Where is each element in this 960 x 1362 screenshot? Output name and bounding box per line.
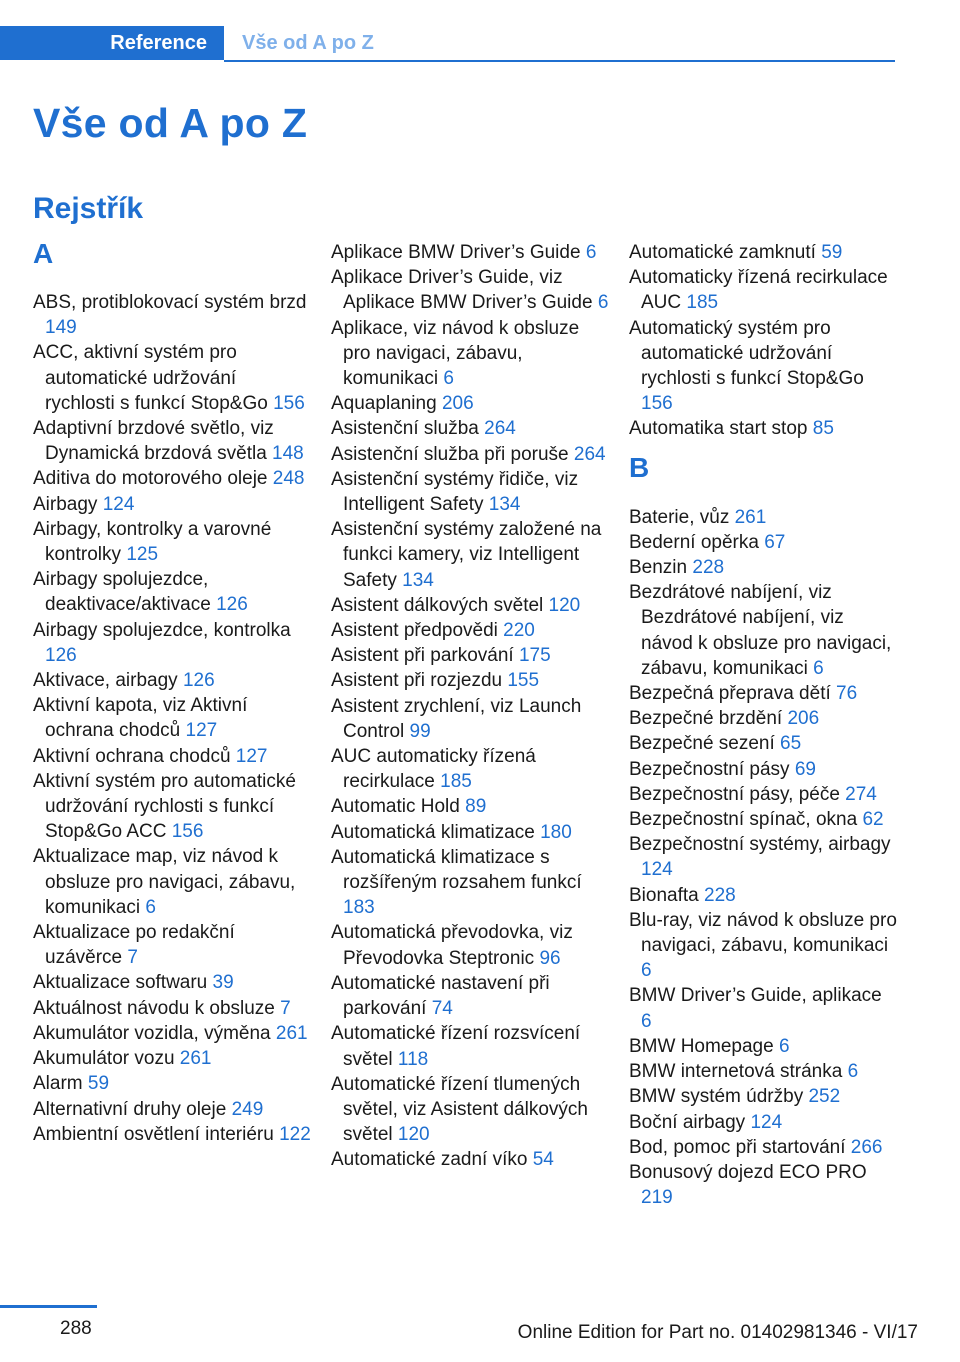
footer-rule	[0, 1305, 97, 1308]
page-link[interactable]: 6	[597, 292, 609, 314]
page-link[interactable]: 6	[585, 242, 597, 263]
page-link[interactable]: 126	[216, 594, 248, 616]
entry-term: Asistenční systémy řidiče, viz Intelligent Safety	[331, 468, 579, 516]
entry-term: Bonusový dojezd ECO PRO	[629, 1161, 867, 1183]
entry-term: Blu-ray, viz návod k obsluze pro navigaci, zábavu, komunikaci	[629, 909, 897, 957]
entry-term: BMW Driver’s Guide, aplikace	[629, 985, 882, 1007]
page-link[interactable]: 127	[185, 720, 218, 742]
entry-term: Aktualizace map, viz návod k obsluze pro navigaci, zábavu, komunikaci	[33, 846, 296, 918]
entry-term: Benzin	[629, 557, 693, 579]
entry-term: Automatické zadní víko	[331, 1149, 533, 1171]
index-entry	[33, 1097, 311, 1122]
index-entry	[33, 466, 311, 491]
page-link[interactable]: 156	[171, 821, 204, 843]
entry-term: ACC, aktivní systém pro automatické udržování rychlosti s funkcí Stop&Go	[33, 342, 274, 414]
page-link[interactable]: 264	[484, 418, 516, 440]
entry-term: Bezpečnostní pásy, péče	[629, 783, 846, 805]
index-entry	[629, 580, 897, 681]
entry-term: Asistent při parkování	[331, 645, 519, 667]
index-entry	[33, 290, 311, 340]
index-entry	[629, 1110, 897, 1135]
index-entry	[629, 782, 897, 807]
page-link[interactable]: 185	[440, 771, 472, 793]
index-entry	[33, 340, 311, 416]
entry-term: Bezpečnostní spínač, okna	[629, 809, 863, 831]
entry-term: AUC automaticky řízená recirkulace	[331, 746, 536, 793]
entry-term: Automatické řízení rozsvícení světel	[331, 1023, 581, 1070]
page-link[interactable]: 6	[847, 1061, 859, 1083]
index-entry	[331, 416, 609, 441]
entry-term: Aplikace BMW Driver’s Guide	[331, 242, 586, 263]
index-entry	[629, 706, 897, 731]
page-link[interactable]: 124	[750, 1111, 783, 1133]
index-entry	[33, 668, 311, 693]
entry-term: Automatické nastavení při parkování	[331, 972, 550, 1020]
page-link[interactable]: 124	[102, 493, 135, 515]
page-link[interactable]: 126	[45, 644, 77, 666]
index-entry	[629, 883, 897, 908]
entry-term: Alternativní druhy oleje	[33, 1098, 232, 1120]
index-entry	[629, 1084, 897, 1109]
entry-term: BMW internetová stránka	[629, 1061, 848, 1083]
page-link[interactable]: 6	[778, 1035, 790, 1057]
index-entry	[331, 1021, 609, 1071]
entry-term: Aktivní kapota, viz Aktivní ochrana chodců	[33, 695, 248, 742]
entry-term: Aditiva do motorového oleje	[33, 468, 273, 490]
entry-term: Asistenční systémy založené na funkci kamery, viz Intelligent Safety	[331, 519, 602, 591]
entry-term: Automatika start stop	[629, 418, 813, 440]
page-link[interactable]: 261	[179, 1048, 212, 1070]
index-entry	[331, 1072, 609, 1148]
page-link[interactable]: 134	[488, 494, 521, 516]
page-link[interactable]: 6	[145, 896, 156, 918]
page-link[interactable]: 62	[862, 809, 884, 831]
page-link[interactable]: 124	[641, 859, 673, 881]
index-entry	[33, 970, 311, 995]
entry-term: Akumulátor vozu	[33, 1048, 180, 1070]
page-header	[0, 26, 895, 62]
tab-section[interactable]: Vše od A po Z	[242, 32, 374, 54]
page-link[interactable]: 54	[532, 1149, 554, 1171]
index-entry	[331, 971, 609, 1021]
index-column-3	[629, 240, 897, 1210]
entry-term: Airbagy, kontrolky a varovné kontrolky	[33, 518, 272, 566]
page-link[interactable]: 120	[548, 594, 581, 616]
index-entry	[629, 983, 897, 1033]
page-number: 288	[60, 1318, 92, 1339]
header-rule	[224, 60, 895, 62]
entry-term: Boční airbagy	[629, 1111, 751, 1133]
entry-term: Automatická klimatizace	[331, 821, 541, 843]
index-entry	[33, 416, 311, 466]
page-link[interactable]: 122	[279, 1123, 311, 1145]
page-link[interactable]: 220	[503, 620, 535, 642]
entry-term: Asistent dálkových světel	[331, 594, 549, 616]
entry-term: Aktivace, airbagy	[33, 670, 183, 692]
page-link[interactable]: 248	[272, 468, 305, 490]
index-entry	[331, 668, 609, 693]
index-entry	[331, 744, 609, 794]
index-entry	[33, 769, 311, 845]
page-link[interactable]: 261	[275, 1022, 308, 1044]
index-entry	[33, 1021, 311, 1046]
entry-term: Bezpečnostní pásy	[629, 758, 795, 780]
page-link[interactable]: 134	[402, 569, 434, 591]
index-entry	[33, 744, 311, 769]
entry-term: Aquaplaning	[331, 393, 442, 415]
page-link[interactable]: 261	[734, 506, 767, 528]
page-link[interactable]: 89	[465, 796, 487, 818]
entry-term: Baterie, vůz	[629, 506, 735, 528]
index-entry	[629, 681, 897, 706]
index-entry	[331, 920, 609, 970]
index-entry	[629, 1160, 897, 1210]
index-entry	[331, 467, 609, 517]
index-entry	[331, 442, 609, 467]
page-link[interactable]: 126	[182, 670, 215, 692]
page-link[interactable]: 175	[518, 645, 551, 667]
tab-reference[interactable]: Reference	[0, 26, 224, 60]
page-link[interactable]: 120	[397, 1124, 430, 1146]
index-entry	[331, 265, 609, 315]
index-entry	[33, 567, 311, 617]
entry-term: Automaticky řízená recirkulace AUC	[629, 267, 888, 314]
index-entry	[629, 807, 897, 832]
index-entry	[331, 316, 609, 392]
entry-term: Airbagy spolujezdce, kontrolka	[33, 619, 291, 641]
entry-term: Asistenční služba	[331, 418, 485, 440]
page-link[interactable]: 6	[813, 657, 824, 679]
page-link[interactable]: 7	[127, 947, 138, 969]
entry-term: Airbagy spolujezdce, deaktivace/aktivace	[33, 569, 217, 616]
page-link[interactable]: 96	[539, 947, 561, 969]
page-link[interactable]: 99	[409, 720, 431, 742]
index-entry	[33, 492, 311, 517]
entry-term: Akumulátor vozidla, výměna	[33, 1022, 276, 1044]
entry-term: Automatické zamknutí	[629, 242, 822, 263]
page-link[interactable]: 6	[641, 1010, 652, 1032]
entry-term: Bezpečné brzdění	[629, 708, 788, 730]
index-entry	[33, 517, 311, 567]
entry-term: Asistent při rozjezdu	[331, 670, 508, 692]
index-entry	[629, 1034, 897, 1059]
page-link[interactable]: 65	[780, 733, 802, 755]
entry-term: Automatická klimatizace s rozšířeným rozsahem funkcí	[331, 846, 582, 894]
page-link[interactable]: 228	[692, 557, 725, 579]
entry-term: Alarm	[33, 1073, 88, 1095]
index-entry	[629, 757, 897, 782]
page-link[interactable]: 69	[794, 758, 816, 780]
index-entry	[629, 1059, 897, 1084]
entry-term: Bezpečné sezení	[629, 733, 781, 755]
entry-term: ABS, protiblokovací systém brzd	[33, 292, 307, 313]
page-link[interactable]: 264	[573, 443, 606, 465]
entry-term: BMW systém údržby	[629, 1086, 809, 1108]
edition-note: Online Edition for Part no. 01402981346 - VI/17	[517, 1322, 918, 1343]
entry-term: Automatické řízení tlumených světel, viz Asistent dálkových světel	[331, 1073, 588, 1146]
index-column-2	[331, 240, 609, 1173]
page-link[interactable]: 7	[280, 997, 291, 1019]
index-entry	[629, 555, 897, 580]
index-entry	[331, 517, 609, 593]
index-entry	[331, 845, 609, 921]
index-entry	[331, 794, 609, 819]
index-entry	[33, 693, 311, 743]
page-link[interactable]: 74	[431, 998, 453, 1020]
entry-term: Aktualizace softwaru	[33, 972, 213, 994]
page-link[interactable]: 149	[45, 317, 77, 339]
index-entry	[629, 265, 897, 315]
page-link[interactable]: 206	[787, 708, 820, 730]
entry-term: Aplikace Driver’s Guide, viz Aplikace BMW Driver’s Guide	[331, 267, 598, 314]
entry-term: Aktualizace po redakční uzávěrce	[33, 922, 235, 969]
entry-term: Asistent zrychlení, viz Launch Control	[331, 695, 582, 742]
index-entry	[33, 1122, 311, 1147]
page-title: Vše od A po Z	[33, 100, 308, 146]
entry-term: Asistent předpovědi	[331, 620, 504, 642]
page-link[interactable]: 85	[812, 418, 834, 440]
entry-term: Aktivní ochrana chodců	[33, 745, 236, 767]
index-entry	[331, 1147, 609, 1172]
index-entry	[33, 618, 311, 668]
page-link[interactable]: 249	[231, 1098, 264, 1120]
entry-term: Bederní opěrka	[629, 531, 765, 553]
index-entry	[33, 1071, 311, 1096]
index-entry	[629, 530, 897, 555]
entry-term: Airbagy	[33, 493, 103, 515]
index-entry	[629, 908, 897, 984]
index-entry	[629, 505, 897, 530]
index-entry	[33, 920, 311, 970]
page-link[interactable]: 59	[87, 1073, 110, 1095]
index-entry	[33, 844, 311, 920]
index-entry	[629, 240, 897, 265]
index-entry	[331, 240, 609, 265]
page-link[interactable]: 266	[850, 1136, 883, 1158]
page-link[interactable]: 156	[641, 393, 673, 415]
index-entry	[331, 593, 609, 618]
page-link[interactable]: 274	[845, 783, 877, 805]
index-entry	[629, 316, 897, 417]
entry-term: BMW Homepage	[629, 1035, 779, 1057]
page-link[interactable]: 125	[126, 544, 159, 566]
page-link[interactable]: 148	[272, 443, 304, 465]
page-link[interactable]: 252	[808, 1086, 841, 1108]
index-entry	[629, 832, 897, 882]
page-link[interactable]: 180	[540, 821, 572, 843]
page-link[interactable]: 67	[764, 531, 786, 553]
entry-term: Ambientní osvětlení interiéru	[33, 1123, 280, 1145]
index-entry	[331, 643, 609, 668]
page-link[interactable]: 76	[836, 683, 858, 705]
index-letter: B	[629, 451, 650, 483]
entry-term: Bionafta	[629, 884, 704, 906]
page-link[interactable]: 206	[441, 393, 474, 415]
entry-term: Automatic Hold	[331, 796, 466, 818]
index-entry	[331, 820, 609, 845]
page-link[interactable]: 39	[212, 972, 234, 994]
index-entry	[33, 996, 311, 1021]
page-link[interactable]: 127	[235, 745, 268, 767]
index-entry	[331, 391, 609, 416]
index-entry	[331, 618, 609, 643]
index-entry	[629, 416, 897, 441]
entry-term: Automatická převodovka, viz Převodovka Steptronic	[331, 922, 573, 969]
entry-term: Adaptivní brzdové světlo, viz Dynamická brzdová světla	[33, 418, 274, 465]
section-title: Rejstřík	[33, 192, 144, 225]
page-link[interactable]: 185	[686, 292, 719, 314]
page-link[interactable]: 6	[443, 368, 454, 390]
entry-term: Aplikace, viz návod k obsluze pro navigaci, zábavu, komunikaci	[331, 317, 580, 390]
entry-term: Asistenční služba při poruše	[331, 443, 574, 465]
page-link[interactable]: 228	[704, 884, 736, 906]
page-link[interactable]: 156	[273, 392, 305, 414]
entry-term: Automatický systém pro automatické udržování rychlosti s funkcí Stop&Go	[629, 317, 864, 390]
index-entry	[331, 694, 609, 744]
entry-term: Aktivní systém pro automatické udržování rychlosti s funkcí Stop&Go ACC	[33, 770, 296, 843]
index-letter: A	[33, 238, 54, 269]
entry-term: Aktuálnost návodu k obsluze	[33, 997, 281, 1019]
entry-term: Bod, pomoc při startování	[629, 1136, 851, 1158]
page-link[interactable]: 118	[397, 1048, 429, 1070]
page-link[interactable]: 183	[343, 897, 375, 919]
index-entry	[629, 1135, 897, 1160]
entry-term: Bezdrátové nabíjení, viz Bezdrátové nabíjení, viz návod k obsluze pro navigaci, zábavu, komunikaci	[629, 582, 892, 679]
page-link[interactable]: 219	[641, 1187, 673, 1209]
index-entry	[629, 731, 897, 756]
entry-term: Bezpečná přeprava dětí	[629, 683, 837, 705]
entry-term: Bezpečnostní systémy, airbagy	[629, 834, 891, 856]
index-entry	[33, 1046, 311, 1071]
index-column-1	[33, 240, 311, 1147]
page-link[interactable]: 6	[641, 960, 652, 982]
page-link[interactable]: 155	[507, 670, 540, 692]
page-link[interactable]: 59	[821, 242, 843, 263]
